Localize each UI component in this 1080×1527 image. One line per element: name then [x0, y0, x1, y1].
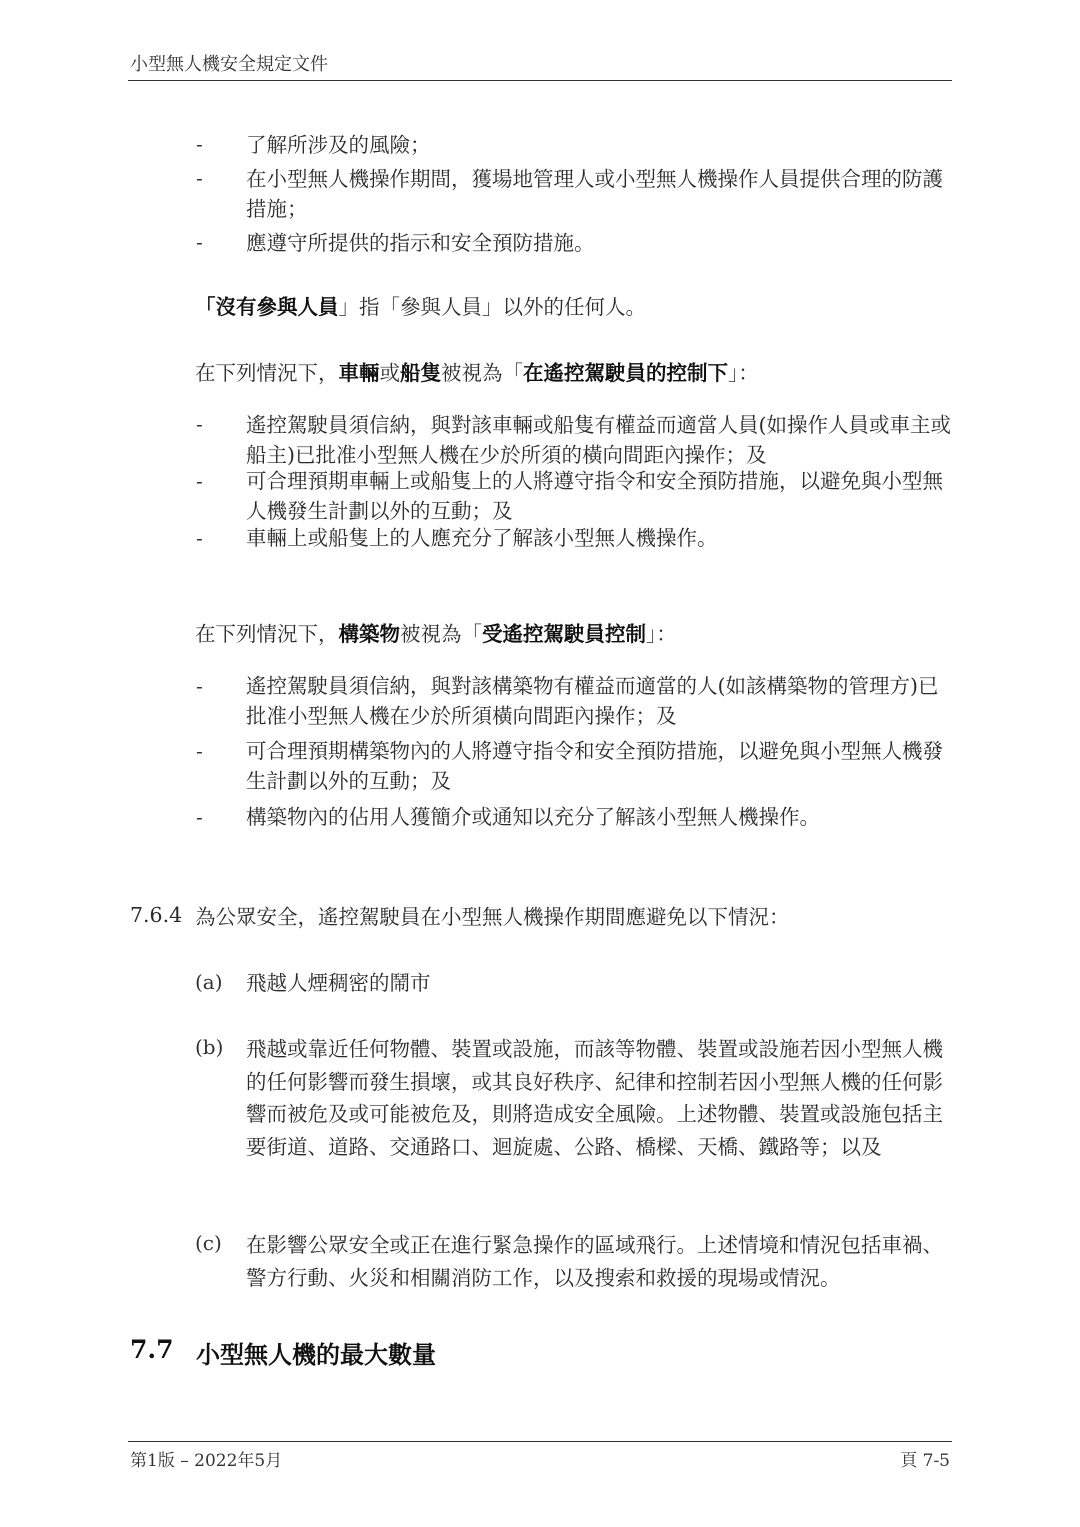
list-bullet: -: [196, 132, 203, 156]
definition-suffix: 」：: [646, 622, 677, 646]
list-item: 飛越人煙稠密的鬧市: [246, 971, 431, 995]
section-number: 7.6.4: [130, 903, 183, 927]
list-item: 應遵守所提供的指示和安全預防措施。: [246, 231, 595, 255]
term-structure: 構築物: [338, 622, 400, 646]
list-bullet: -: [196, 230, 203, 254]
item-label: (a): [195, 970, 223, 994]
term-non-participants: 沒有參與人員: [215, 295, 339, 319]
footer-rule: [128, 1441, 952, 1442]
list-item: 可合理預期車輛上或船隻上的人將遵守指令和安全預防措施，以避免與小型無人機發生計劃以外的互動；及: [246, 469, 943, 523]
section-intro: 為公眾安全，遙控駕駛員在小型無人機操作期間應避免以下情況：: [195, 905, 790, 929]
term-vehicle: 車輛: [338, 361, 380, 385]
list-item: 可合理預期構築物內的人將遵守指令和安全預防措施，以避免與小型無人機發生計劃以外的互動；及: [246, 739, 943, 793]
list-bullet: -: [196, 805, 203, 829]
term-controlled-by-pilot: 受遙控駕駛員控制: [482, 622, 646, 646]
list-item: 車輛上或船隻上的人應充分了解該小型無人機操作。: [246, 526, 718, 550]
list-bullet: -: [196, 469, 203, 493]
section-heading-number: 7.7: [130, 1335, 174, 1364]
definition-or: 或: [379, 361, 400, 385]
list-bullet: -: [196, 674, 203, 698]
footer-edition: 第1版 – 2022年5月: [130, 1451, 283, 1471]
footer-page-number: 頁 7-5: [900, 1451, 950, 1471]
list-bullet: -: [196, 739, 203, 763]
list-item: 在小型無人機操作期間，獲場地管理人或小型無人機操作人員提供合理的防護措施；: [246, 167, 943, 221]
definition-middle: 被視為「: [400, 622, 482, 646]
term-vessel: 船隻: [400, 361, 441, 385]
list-bullet: -: [196, 526, 203, 550]
definition-prefix: 在下列情況下，: [195, 622, 339, 646]
list-item: 遙控駕駛員須信納，與對該車輛或船隻有權益而適當人員(如操作人員或車主或船主)已批准小型無人機在少於所須的橫向間距內操作；及: [246, 413, 951, 467]
quote-open: 「: [195, 295, 216, 319]
header-title: 小型無人機安全規定文件: [130, 54, 328, 75]
definition-non-participants: [195, 292, 952, 322]
list-item: 在影響公眾安全或正在進行緊急操作的區域飛行。上述情境和情況包括車禍、警方行動、火災和相關消防工作，以及搜索和救援的現場或情況。: [246, 1233, 943, 1290]
list-item: 飛越或靠近任何物體、裝置或設施，而該等物體、裝置或設施若因小型無人機的任何影響而發生損壞，或其良好秩序、紀律和控制若因小型無人機的任何影響而被危及或可能被危及，則將造成安全風險。上述物體、裝置或設施包括主要街道、道路、交通路口、迴旋處、公路、橋樑、天橋、鐵路等；以及: [246, 1037, 943, 1159]
list-item: 構築物內的佔用人獲簡介或通知以充分了解該小型無人機操作。: [246, 805, 820, 829]
section-heading-title: 小型無人機的最大數量: [196, 1340, 436, 1369]
definition-suffix: 」：: [728, 361, 759, 385]
list-item: 了解所涉及的風險；: [246, 133, 431, 157]
list-bullet: -: [196, 166, 203, 190]
item-label: (c): [195, 1231, 222, 1255]
definition-text: 」指「參與人員」以外的任何人。: [338, 295, 646, 319]
list-item: 遙控駕駛員須信納，與對該構築物有權益而適當的人(如該構築物的管理方)已批准小型無人機在少於所須橫向間距內操作；及: [246, 674, 939, 728]
header-rule: [128, 80, 952, 81]
definition-prefix: 在下列情況下，: [195, 361, 339, 385]
definition-middle: 被視為「: [441, 361, 523, 385]
term-under-control: 在遙控駕駛員的控制下: [523, 361, 728, 385]
definition-vehicle-control: [195, 358, 952, 388]
list-bullet: -: [196, 412, 203, 436]
item-label: (b): [195, 1035, 224, 1059]
definition-structure-control: [195, 619, 952, 649]
